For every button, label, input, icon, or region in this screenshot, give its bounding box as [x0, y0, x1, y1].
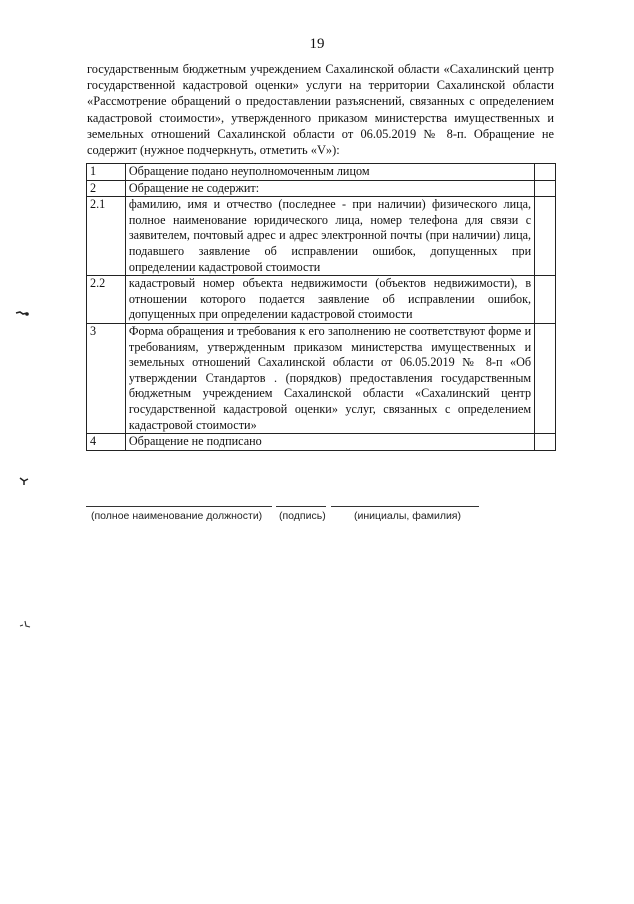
mark-cell[interactable] [535, 164, 556, 181]
row-text: Обращение подано неуполномоченным лицом [125, 164, 534, 181]
mark-cell[interactable] [535, 276, 556, 324]
row-number: 4 [87, 434, 126, 451]
row-number: 2 [87, 180, 126, 197]
position-line[interactable] [86, 506, 272, 507]
scan-mark [18, 475, 30, 487]
intro-paragraph: государственным бюджетным учреждением Сахалинской области «Сахалинский центр государственной кадастровой оценки» услуги на территории Сахалинской области «Рассмотрение обращений о предоставлении разъяснений, связанных с определением кадастровой стоимости», утвержденного приказом министерства имущественных и земельных отношений Сахалинской области от 06.05.2019 № 8-п. Обращение не содержит (нужное подчеркнуть, отметить «V»): [87, 62, 554, 158]
signature-line[interactable] [276, 506, 326, 507]
mark-cell[interactable] [535, 434, 556, 451]
row-text: фамилию, имя и отчество (последнее - при наличии) физического лица, полное наименование юридического лица, номер телефона для связи с заявителем, почтовый адрес и адрес электронной почты (при наличии) лица, подавшего заявление об исправлении ошибок, допущенных при определении кадастровой стоимости [125, 197, 534, 276]
table-row [87, 164, 556, 181]
row-text: Форма обращения и требования к его заполнению не соответствуют форме и требованиям, утвержденным приказом министерства имущественных и земельных отношений Сахалинской области от 06.05.2019 № 8-п «Об утверждении Стандартов . (порядков) предоставления государственным бюджетным учреждением Сахалинской области «Сахалинский центр государственной кадастровой оценки» услуг, связанных с определением кадастровой стоимости» [125, 323, 534, 433]
position-label: (полное наименование должности) [91, 510, 263, 522]
table-row [87, 434, 556, 451]
mark-cell[interactable] [535, 197, 556, 276]
mark-cell[interactable] [535, 180, 556, 197]
mark-cell[interactable] [535, 323, 556, 433]
row-number: 2.2 [87, 276, 126, 324]
row-text: Обращение не подписано [125, 434, 534, 451]
row-text: Обращение не содержит: [125, 180, 534, 197]
row-number: 2.1 [87, 197, 126, 276]
row-number: 1 [87, 164, 126, 181]
scan-mark [18, 617, 32, 629]
scan-mark [14, 308, 30, 318]
signature-label: (подпись) [279, 510, 326, 522]
name-label: (инициалы, фамилия) [354, 510, 461, 522]
table-row [87, 180, 556, 197]
page-number: 19 [309, 36, 325, 52]
row-number: 3 [87, 323, 126, 433]
name-line[interactable] [331, 506, 479, 507]
table-row [87, 276, 556, 324]
row-text: кадастровый номер объекта недвижимости (объектов недвижимости), в отношении которого подается заявление об исправлении ошибок, допущенных при определении кадастровой стоимости [125, 276, 534, 324]
table-row [87, 197, 556, 276]
table-row [87, 323, 556, 433]
conditions-table [86, 163, 556, 451]
